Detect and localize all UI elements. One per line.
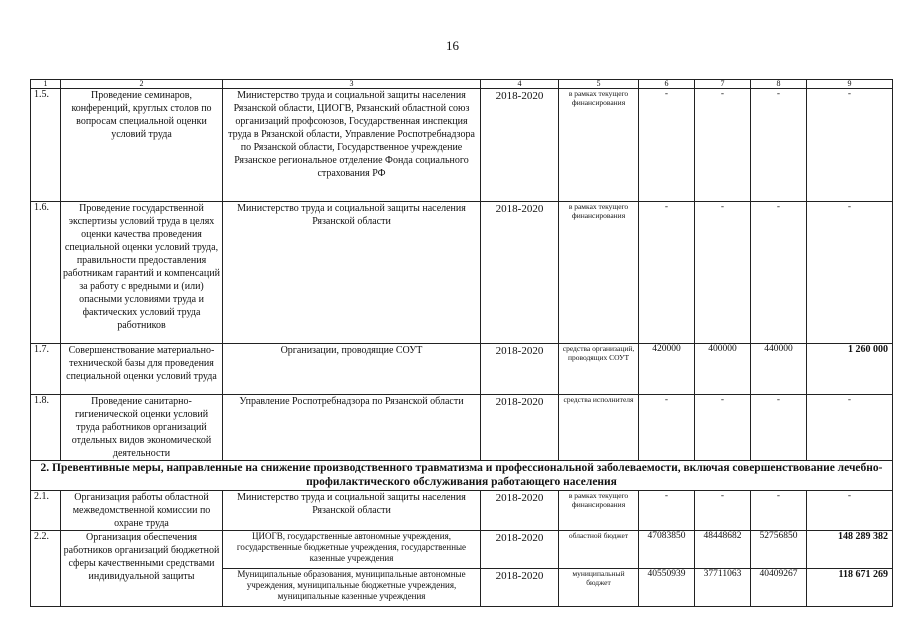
amount-2018: 47083850 [639,531,695,569]
amount-2019: - [695,491,751,531]
amount-2020: - [751,491,807,531]
executors: Министерство труда и социальной защиты населения Рязанской области [223,491,481,531]
amount-2018: 420000 [639,344,695,395]
amount-2019: - [695,395,751,461]
period: 2018-2020 [481,491,559,531]
amount-2020: 52756850 [751,531,807,569]
row-number: 2.1. [31,491,61,531]
table-row [31,491,893,531]
funding-source: в рамках текущего финансирования [559,89,639,202]
amount-2020: - [751,202,807,344]
activity-name: Проведение государственной экспертизы условий труда в целях оценки качества проведения специальной оценки условий труда, правильности предоставления работникам гарантий и компенсаций за работу с вредными и (или) опасными условиями труда и фактических условий труда работников [61,202,223,344]
period: 2018-2020 [481,531,559,569]
amount-2019: 48448682 [695,531,751,569]
amount-2019: - [695,202,751,344]
amount-2018: - [639,491,695,531]
activity-name: Проведение санитарно-гигиенической оценки условий труда работников организаций отдельных видов экономической деятельности [61,395,223,461]
amount-2018: - [639,395,695,461]
col-header: 5 [559,80,639,89]
amount-total: - [807,202,893,344]
period: 2018-2020 [481,89,559,202]
amount-2020: 40409267 [751,569,807,607]
executors: Муниципальные образования, муниципальные автономные учреждения, муниципальные бюджетные учреждения, муниципальные казенные учреждения [223,569,481,607]
column-number-header [31,80,893,89]
table-row [31,344,893,395]
executors: Министерство труда и социальной защиты населения Рязанской области [223,202,481,344]
activity-name: Проведение семинаров, конференций, круглых столов по вопросам специальной оценки условий труда [61,89,223,202]
col-header: 8 [751,80,807,89]
funding-source: в рамках текущего финансирования [559,491,639,531]
amount-total: 118 671 269 [807,569,893,607]
funding-source: средства организаций, проводящих СОУТ [559,344,639,395]
funding-source: областной бюджет [559,531,639,569]
col-header: 2 [61,80,223,89]
amount-2019: - [695,89,751,202]
amount-total: - [807,395,893,461]
amount-2018: - [639,202,695,344]
row-number: 1.8. [31,395,61,461]
executors: Организации, проводящие СОУТ [223,344,481,395]
period: 2018-2020 [481,202,559,344]
period: 2018-2020 [481,569,559,607]
executors: Министерство труда и социальной защиты населения Рязанской области, ЦИОГВ, Рязанский областной союз организаций профсоюзов, Государственная инспекция труда в Рязанской области, Управление Роспотребнадзора по Рязанской области, Государственное учреждение Рязанское региональное отделение Фонда социального страхования РФ [223,89,481,202]
amount-2020: 440000 [751,344,807,395]
amount-total: 1 260 000 [807,344,893,395]
row-number: 2.2. [31,531,61,607]
amount-total: - [807,491,893,531]
amount-2020: - [751,89,807,202]
activity-name: Совершенствование материально-технической базы для проведения специальной оценки условий труда [61,344,223,395]
section-heading-row [31,461,893,491]
col-header: 6 [639,80,695,89]
activity-name: Организация обеспечения работников организаций бюджетной сферы качественными средствами индивидуальной защиты [61,531,223,607]
row-number: 1.6. [31,202,61,344]
executors: Управление Роспотребнадзора по Рязанской области [223,395,481,461]
col-header: 7 [695,80,751,89]
table-row [31,395,893,461]
program-table [30,79,893,607]
table-row [31,531,893,569]
amount-2019: 37711063 [695,569,751,607]
col-header: 9 [807,80,893,89]
page-number: 16 [446,38,459,53]
table-row [31,89,893,202]
funding-source: муниципальный бюджет [559,569,639,607]
funding-source: средства исполнителя [559,395,639,461]
col-header: 1 [31,80,61,89]
amount-total: 148 289 382 [807,531,893,569]
col-header: 3 [223,80,481,89]
section-title: 2. Превентивные меры, направленные на снижение производственного травматизма и профессиональной заболеваемости, включая совершенствование лечебно-профилактического обслуживания работающего населения [31,461,893,491]
col-header: 4 [481,80,559,89]
amount-2018: 40550939 [639,569,695,607]
funding-source: в рамках текущего финансирования [559,202,639,344]
row-number: 1.5. [31,89,61,202]
row-number: 1.7. [31,344,61,395]
table-row [31,202,893,344]
amount-total: - [807,89,893,202]
amount-2020: - [751,395,807,461]
period: 2018-2020 [481,395,559,461]
amount-2018: - [639,89,695,202]
executors: ЦИОГВ, государственные автономные учреждения, государственные бюджетные учреждения, государственные казенные учреждения [223,531,481,569]
amount-2019: 400000 [695,344,751,395]
activity-name: Организация работы областной межведомственной комиссии по охране труда [61,491,223,531]
period: 2018-2020 [481,344,559,395]
